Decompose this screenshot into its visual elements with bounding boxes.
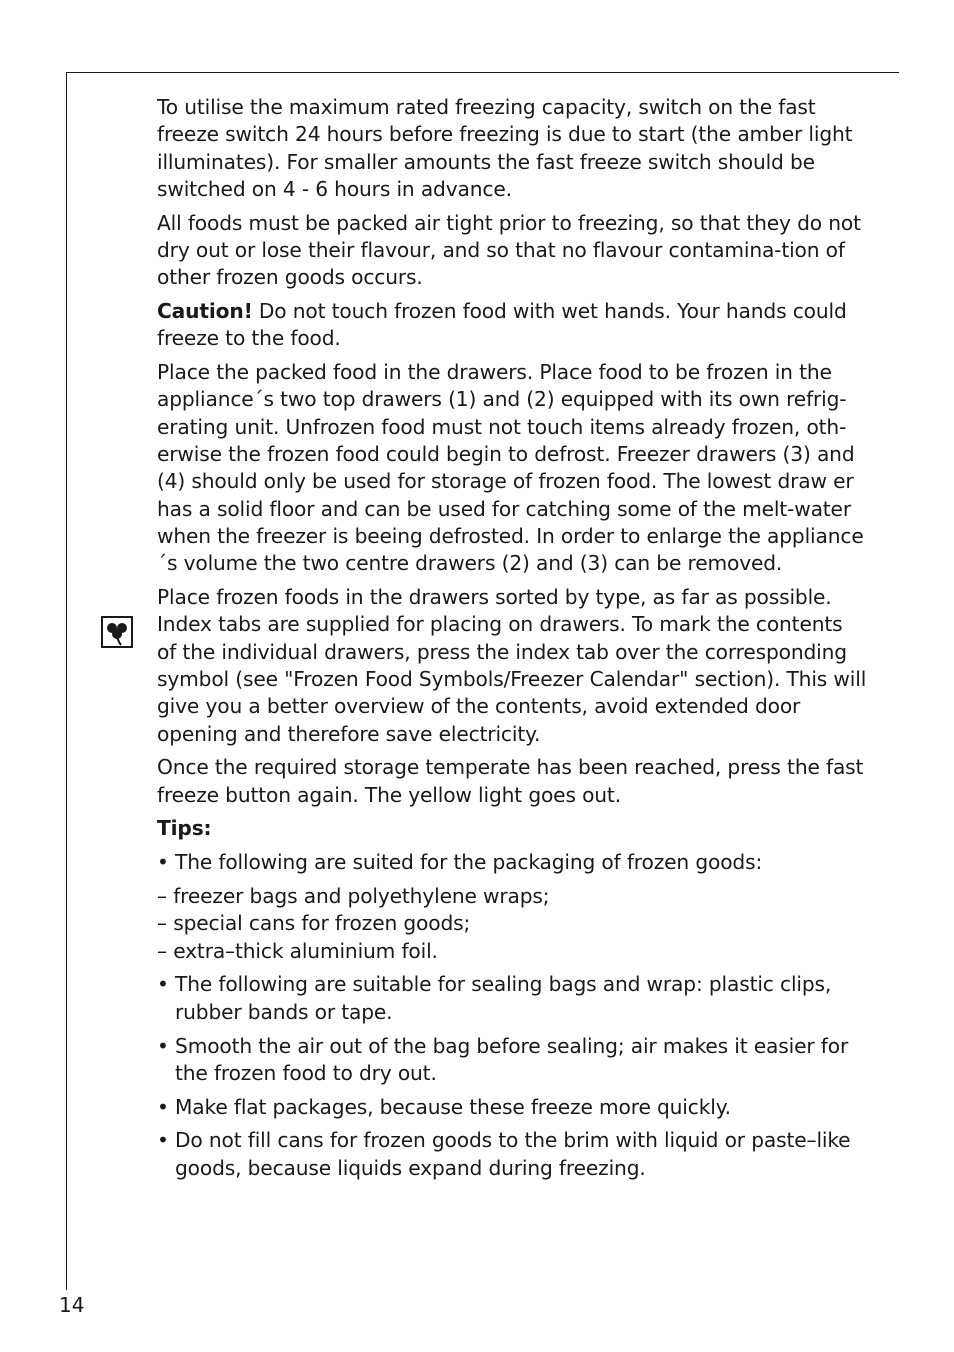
tip-packaging-item: – freezer bags and polyethylene wraps; <box>157 884 550 909</box>
caution-text: Do not touch frozen food with wet hands. Your hands could freeze to the food. <box>157 299 847 351</box>
paragraph-caution <box>157 298 867 353</box>
tip-sealing: • The following are suitable for sealing bags and wrap: plastic clips, rubber bands or tape. <box>157 972 832 1024</box>
tip-packaging: • The following are suited for the packaging of frozen goods: <box>157 850 763 875</box>
main-content <box>157 94 867 1188</box>
tip-packaging-item: – special cans for frozen goods; <box>157 911 471 936</box>
paragraph-packing: All foods must be packed air tight prior to freezing, so that they do not dry out or lose their flavour, and so that no flavour contamina-tion of other frozen goods occurs. <box>157 210 861 290</box>
tips-heading: Tips: <box>157 816 212 841</box>
paragraph-storage-temp: Once the required storage temperate has been reached, press the fast freeze button again. The yellow light goes out. <box>157 755 864 807</box>
paragraph-drawers: Place the packed food in the drawers. Place food to be frozen in the appliance´s two top drawers (1) and (2) equipped with its own refrig-erating unit. Unfrozen food must not touch items already frozen, oth-erwise the frozen food could begin to defrost. Freezer drawers (3) and (4) should only be used for storage of frozen food. The lowest draw er has a solid floor and can be used for catching some of the melt-water when the freezer is beeing defrosted. In order to enlarge the appliance´s volume the two centre drawers (2) and (3) can be removed. <box>157 360 864 576</box>
caution-label: Caution! <box>157 299 253 324</box>
clover-icon <box>101 616 133 648</box>
tip-packaging-item: – extra–thick aluminium foil. <box>157 938 438 963</box>
tip-flat-packages: • Make flat packages, because these freeze more quickly. <box>157 1094 731 1119</box>
side-rule <box>66 72 67 1290</box>
paragraph-sorting: Place frozen foods in the drawers sorted by type, as far as possible. Index tabs are supplied for placing on drawers. To mark the contents of the individual drawers, press the index tab over the corresponding symbol (see "Frozen Food Symbols/Freezer Calendar" section). This will give you a better overview of the contents, avoid extended door opening and therefore save electricity. <box>157 585 867 746</box>
tip-air: • Smooth the air out of the bag before sealing; air makes it easier for the frozen food to dry out. <box>157 1033 849 1085</box>
page-number: 14 <box>59 1293 85 1317</box>
paragraph-fast-freeze: To utilise the maximum rated freezing capacity, switch on the fast freeze switch 24 hours before freezing is due to start (the amber light illuminates). For smaller amounts the fast freeze switch should be switched on 4 - 6 hours in advance. <box>157 95 853 201</box>
top-rule <box>66 72 899 73</box>
tip-cans: • Do not fill cans for frozen goods to the brim with liquid or paste–like goods, because liquids expand during freezing. <box>157 1128 851 1180</box>
